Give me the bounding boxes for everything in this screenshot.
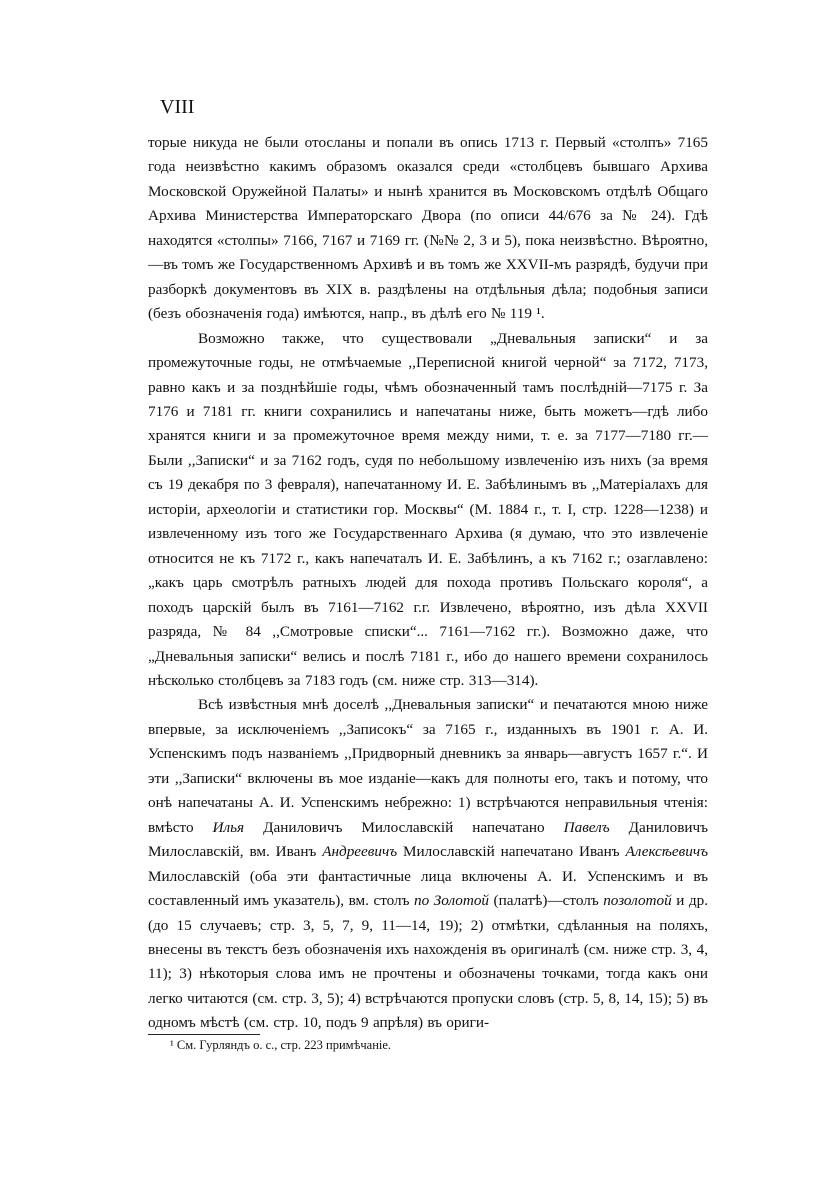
italic-name: Павелъ xyxy=(563,818,610,836)
paragraph-3-text: и др. (до 15 случаевъ; стр. 3, 5, 7, 9, 11—14, 19); 2) отмѣтки, сдѣланныя на поляхъ, внесены въ текстъ безъ обозначенія ихъ нахожденія въ оригиналѣ (см. ниже стр. 3, 4, 11); 3) нѣкоторыя слова имъ не прочтены и обозначены точками, тогда какъ они легко читаются (см. стр. 3, 5); 4) встрѣчаются пропуски словъ (стр. 5, 8, 14, 15); 5) въ одномъ мѣстѣ (см. стр. 10, подъ 9 апрѣля) въ ориги- xyxy=(148,892,708,1032)
italic-phrase: по Золотой xyxy=(414,892,490,910)
paragraph-3-text: Даниловичъ Милославскій, вм. Иванъ xyxy=(148,818,708,861)
italic-name: Алексѣевичъ xyxy=(625,843,708,861)
paragraph-3-text: (палатѣ)—столъ xyxy=(489,892,604,910)
paragraph-1: торые никуда не были отосланы и попали въ опись 1713 г. Первый «столпъ» 7165 года неизвѣстно какимъ образомъ оказался среди «столбцевъ бывшаго Архива Московской Оружейной Палаты» и нынѣ хранится въ Московскомъ отдѣлѣ Общаго Архива Министерства Императорскаго Двора (по описи 44/676 за № 24). Гдѣ находятся «столпы» 7166, 7167 и 7169 гг. (№№ 2, 3 и 5), пока неизвѣстно. Вѣроятно,—въ томъ же Государственномъ Архивѣ и въ томъ же XXVII-мъ разрядѣ, будучи при разборкѣ документовъ въ XIX в. раздѣлены на отдѣльныя дѣла; подобныя записи (безъ обозначенія года) имѣются, напр., въ дѣлѣ его № 119 ¹. xyxy=(148,134,708,323)
paragraph-3-text: Милославскій напечатано Иванъ xyxy=(397,843,626,861)
italic-phrase: позолотой xyxy=(603,892,672,910)
body-text xyxy=(148,131,708,1036)
paragraph-3-text: Даниловичъ Милославскій напечатано xyxy=(244,818,564,836)
paragraph-3-text: Милославскій (оба эти фантастичные лица включены А. И. Успенскимъ и въ составленный имъ указатель), вм. столъ xyxy=(148,867,708,910)
footnote-divider xyxy=(148,1034,260,1035)
paragraph-2: Возможно также, что существовали „Дневальныя записки“ и за промежуточные годы, не отмѣчаемые ,,Переписной книгой черной“ за 7172, 7173, равно какъ и за позднѣйшіе годы, чѣмъ обозначенный тамъ послѣдній—7175 г. За 7176 и 7181 гг. книги сохранились и напечатаны ниже, быть можетъ—гдѣ либо хранятся книги и за промежуточное время между ними, т. е. за 7177—7180 гг.—Были ,,Записки“ и за 7162 годъ, судя по небольшому извлеченію изъ нихъ (за время съ 19 декабря по 3 февраля), напечатанному И. Е. Забѣлинымъ въ ,,Матеріалахъ для исторіи, археологіи и статистики гор. Москвы“ (М. 1884 г., т. I, стр. 1228—1238) и извлеченному изъ того же Государственнаго Архива (я думаю, что это извлеченіе относится не къ 7172 г., какъ напечаталъ И. Е. Забѣлинъ, а къ 7162 г.; озаглавлено: „какъ царь смотрѣлъ ратныхъ людей для похода противъ Польскаго короля“, а походъ царскій былъ въ 7161—7162 г.г. Извлечено, вѣроятно, изъ дѣла XXVII разряда, № 84 ,,Смотровые списки“... 7161—7162 гг.). Возможно даже, что „Дневальныя записки“ велись и послѣ 7181 г., ибо до нашего времени сохранилось нѣсколько столбцевъ за 7183 годъ (см. ниже стр. 313—314). xyxy=(148,329,708,689)
page-number: VIII xyxy=(160,96,195,118)
italic-name: Андреевичъ xyxy=(322,843,398,861)
italic-name: Илья xyxy=(212,818,245,836)
footnote: ¹ См. Гурляндъ о. с., стр. 223 примѣчаніе. xyxy=(170,1038,392,1052)
paragraph-3-text: Всѣ извѣстныя мнѣ доселѣ ,,Дневальныя записки“ и печатаются мною ниже впервые, за исключеніемъ ,,Записокъ“ за 7165 г., изданныхъ въ 1901 г. А. И. Успенскимъ подъ названіемъ ,,Придворный дневникъ за январь—августъ 1657 г.“. И эти ,,Записки“ включены въ мое изданіе—какъ для полноты его, такъ и потому, что онѣ напечатаны А. И. Успенскимъ небрежно: 1) встрѣчаются неправильныя чтенія: вмѣсто xyxy=(148,696,708,836)
paragraph-3 xyxy=(148,693,708,1035)
